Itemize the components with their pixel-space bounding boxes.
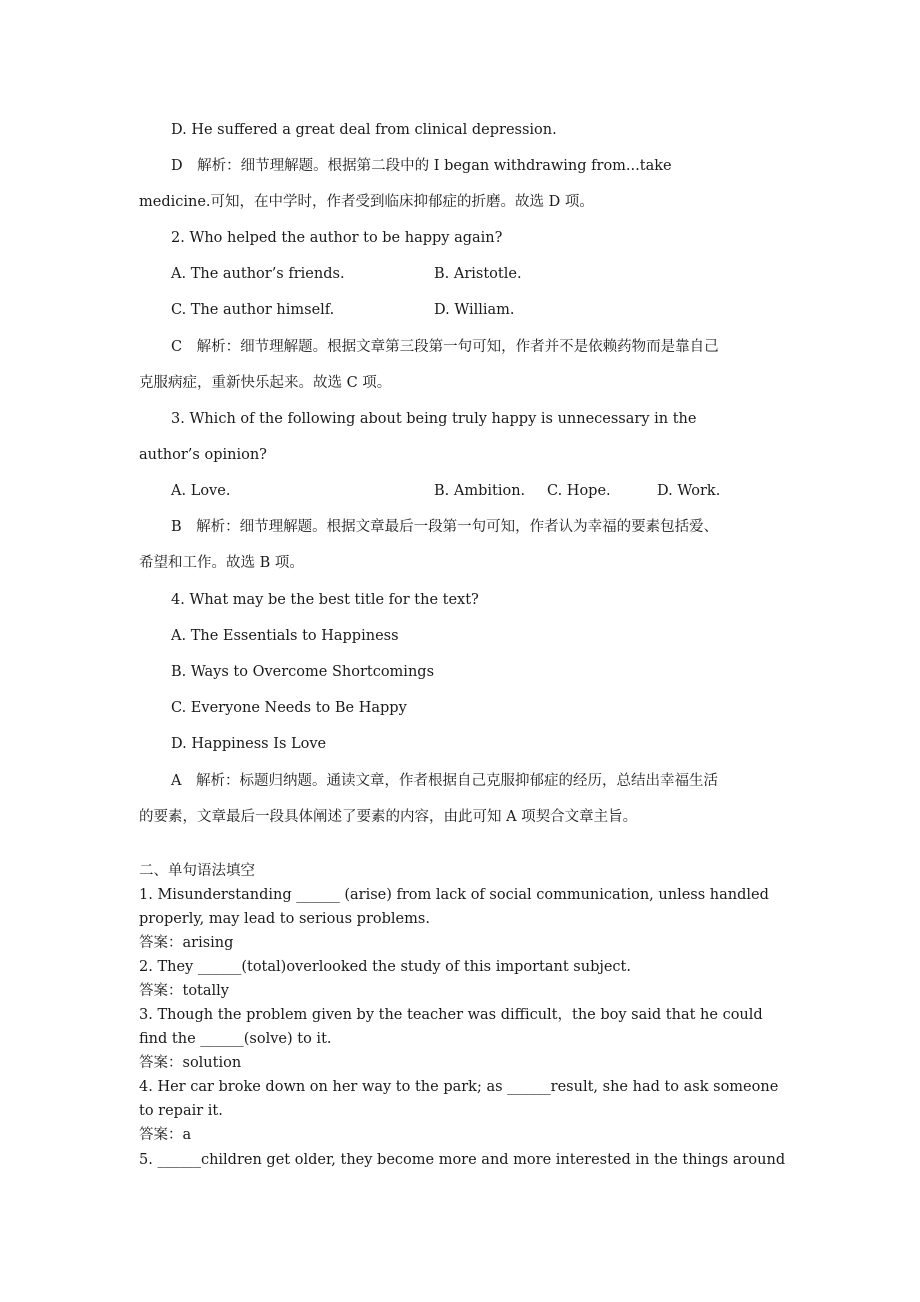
q4-answer-line2: 的要素，文章最后一段具体阐述了要素的内容，由此可知 A 项契合文章主旨。 <box>139 809 638 825</box>
q2-option-d: D. William. <box>434 302 515 318</box>
grammar-q4-line2: to repair it. <box>139 1103 223 1119</box>
grammar-q1-line1: 1. Misunderstanding ______ (arise) from lack of social communication, unless handled <box>139 887 769 903</box>
q2-option-b: B. Aristotle. <box>434 266 522 282</box>
q2-question: 2. Who helped the author to be happy again? <box>171 230 503 246</box>
grammar-q5-line1: 5. ______children get older, they become more and more interested in the things around <box>139 1152 786 1168</box>
q3-question-line1: 3. Which of the following about being truly happy is unnecessary in the <box>171 411 697 427</box>
q3-option-c: C. Hope. <box>547 483 611 499</box>
q3-answer-line1: B 解析：细节理解题。根据文章最后一段第一句可知，作者认为幸福的要素包括爱、 <box>171 519 719 535</box>
q1-answer-line1: D 解析：细节理解题。根据第二段中的 I began withdrawing from...take <box>171 158 672 174</box>
section-heading: 二、单句语法填空 <box>139 863 255 879</box>
grammar-q1-line2: properly, may lead to serious problems. <box>139 911 430 927</box>
grammar-q3-answer: 答案：solution <box>139 1055 242 1071</box>
q2-option-a: A. The author’s friends. <box>171 266 345 282</box>
q4-option-c: C. Everyone Needs to Be Happy <box>171 700 407 716</box>
grammar-q2-line1: 2. They ______(total)overlooked the study of this important subject. <box>139 959 631 975</box>
q3-answer-line2: 希望和工作。故选 B 项。 <box>139 555 304 571</box>
q4-option-b: B. Ways to Overcome Shortcomings <box>171 664 435 680</box>
grammar-q2-answer: 答案：totally <box>139 983 229 999</box>
q4-question: 4. What may be the best title for the text? <box>171 592 479 608</box>
q4-option-d: D. Happiness Is Love <box>171 736 327 752</box>
q3-option-d: D. Work. <box>657 483 721 499</box>
grammar-q1-answer: 答案：arising <box>139 935 234 951</box>
q4-option-a: A. The Essentials to Happiness <box>171 628 399 644</box>
q1-option-d: D. He suffered a great deal from clinical depression. <box>171 122 557 138</box>
grammar-q4-answer: 答案：a <box>139 1127 192 1143</box>
grammar-q4-line1: 4. Her car broke down on her way to the park; as ______result, she had to ask someone <box>139 1079 779 1095</box>
q2-answer-line1: C 解析：细节理解题。根据文章第三段第一句可知，作者并不是依赖药物而是靠自己 <box>171 339 719 355</box>
q2-answer-line2: 克服病症，重新快乐起来。故选 C 项。 <box>139 375 392 391</box>
q3-option-a: A. Love. <box>171 483 231 499</box>
q1-answer-line2: medicine.可知，在中学时，作者受到临床抑郁症的折磨。故选 D 项。 <box>139 194 594 210</box>
grammar-q3-line1: 3. Though the problem given by the teacher was difficult，the boy said that he could <box>139 1007 763 1023</box>
grammar-q3-line2: find the ______(solve) to it. <box>139 1031 332 1047</box>
q2-option-c: C. The author himself. <box>171 302 335 318</box>
q4-answer-line1: A 解析：标题归纳题。通读文章，作者根据自己克服抑郁症的经历，总结出幸福生活 <box>171 773 718 789</box>
q3-question-line2: author’s opinion? <box>139 447 267 463</box>
q3-option-b: B. Ambition. <box>434 483 526 499</box>
